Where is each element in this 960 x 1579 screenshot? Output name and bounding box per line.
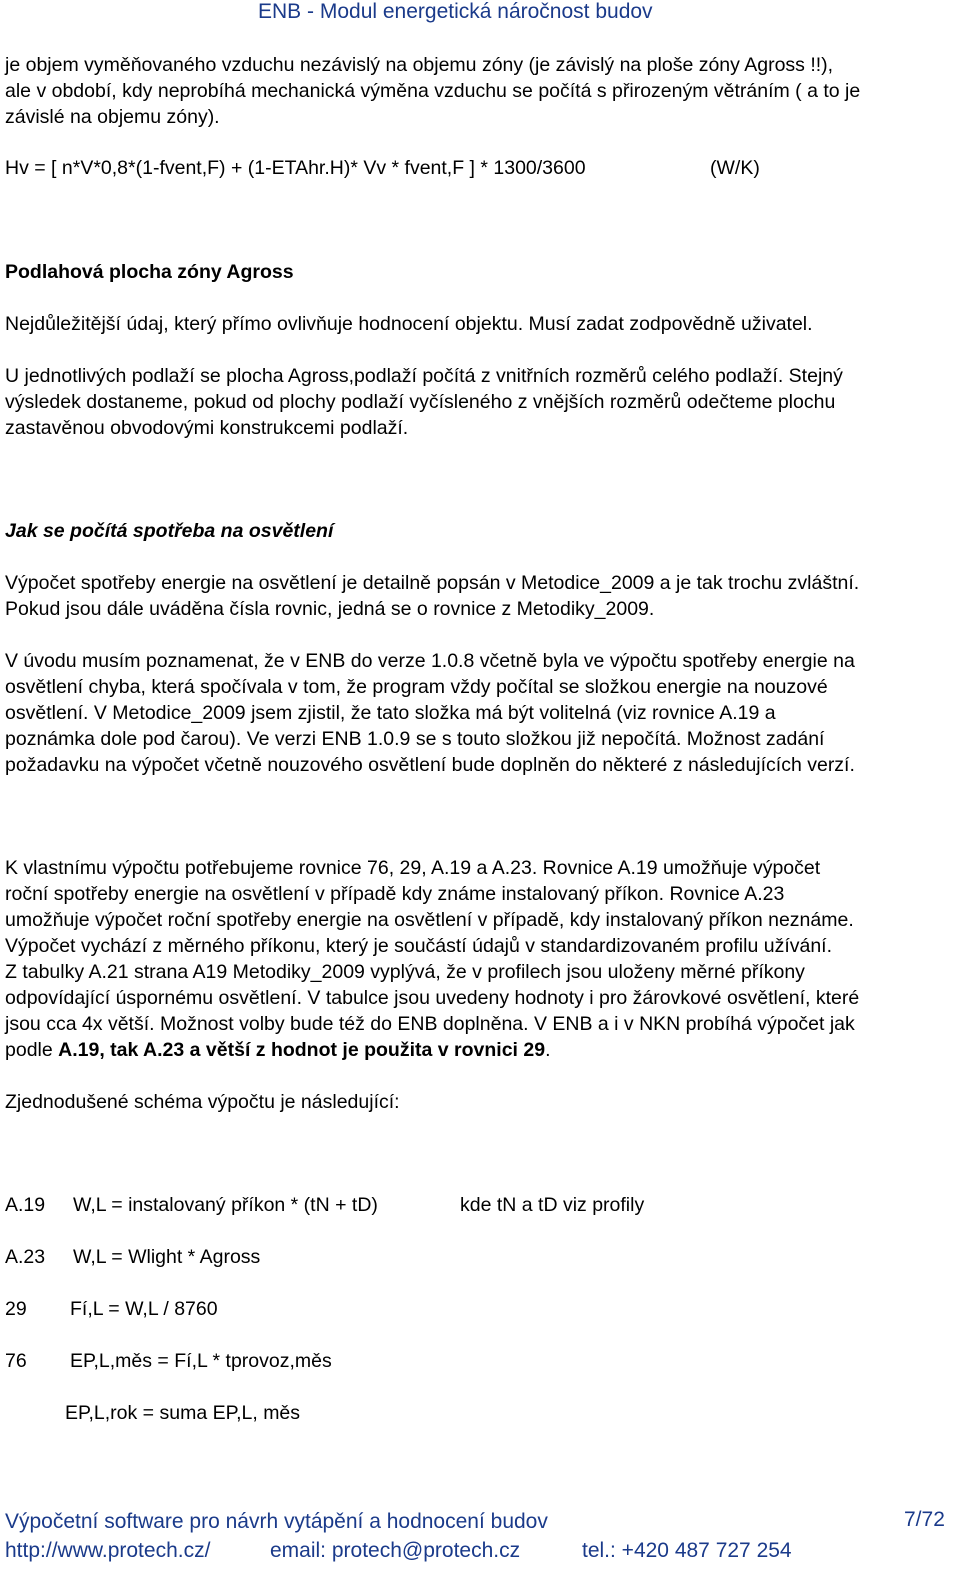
lighting-paragraph-line: Pokud jsou dále uváděna čísla rovnic, jedná se o rovnice z Metodiky_2009. xyxy=(5,598,655,620)
lighting-paragraph-line: Z tabulky A.21 strana A19 Metodiky_2009 vyplývá, že v profilech jsou uloženy měrné příkony xyxy=(5,961,805,983)
equation-formula: W,L = Wlight * Agross xyxy=(73,1246,261,1268)
text-plain: podle xyxy=(5,1039,59,1061)
equation-formula: Fí,L = W,L / 8760 xyxy=(70,1298,218,1320)
schema-intro: Zjednodušené schéma výpočtu je následující: xyxy=(5,1091,400,1113)
equation-number: 76 xyxy=(5,1350,27,1372)
text-plain: . xyxy=(545,1039,551,1061)
equation-note: kde tN a tD viz profily xyxy=(460,1194,645,1216)
lighting-paragraph-line: osvětlení. V Metodice_2009 jsem zjistil, že tato složka má být volitelná (viz rovnice A.19 a xyxy=(5,702,776,724)
floor-paragraph-line: zastavěnou obvodovými konstrukcemi podlaží. xyxy=(5,417,409,439)
equation-number: A.19 xyxy=(5,1194,46,1216)
intro-line: je objem vyměňovaného vzduchu nezávislý na objemu zóny (je závislý na ploše zóny Agross !!), xyxy=(5,54,834,76)
equation-formula: EP,L,měs = Fí,L * tprovoz,měs xyxy=(70,1350,332,1372)
page-number: 7/72 xyxy=(904,1508,945,1531)
formula-unit: (W/K) xyxy=(710,157,760,179)
equation-formula: W,L = instalovaný příkon * (tN + tD) xyxy=(73,1194,378,1216)
floor-paragraph-line: U jednotlivých podlaží se plocha Agross,podlaží počítá z vnitřních rozměrů celého podlaží. Stejný xyxy=(5,365,843,387)
floor-paragraph-line: výsledek dostaneme, pokud od plochy podlaží vyčísleného z vnějších rozměrů odečteme plochu xyxy=(5,391,836,413)
equation-number: A.23 xyxy=(5,1246,46,1268)
equation-number: 29 xyxy=(5,1298,27,1320)
footer-phone: tel.: +420 487 727 254 xyxy=(582,1539,792,1562)
lighting-paragraph-line: K vlastnímu výpočtu potřebujeme rovnice 76, 29, A.19 a A.23. Rovnice A.19 umožňuje výpočet xyxy=(5,857,821,879)
lighting-paragraph-line: roční spotřeby energie na osvětlení v případě kdy známe instalovaný příkon. Rovnice A.23 xyxy=(5,883,785,905)
final-equation: EP,L,rok = suma EP,L, měs xyxy=(65,1402,301,1424)
lighting-paragraph-line: umožňuje výpočet roční spotřeby energie na osvětlení v případě, kdy instalovaný příkon neznáme. xyxy=(5,909,854,931)
footer-title: Výpočetní software pro návrh vytápění a hodnocení budov xyxy=(5,1510,548,1533)
text-bold: A.19, tak A.23 a větší z hodnot je použita v rovnici 29 xyxy=(58,1039,546,1061)
running-header: ENB - Modul energetická náročnost budov xyxy=(258,0,653,23)
floor-paragraph: Nejdůležitější údaj, který přímo ovlivňuje hodnocení objektu. Musí zadat zodpovědně uživatel. xyxy=(5,313,813,335)
lighting-paragraph-line: Výpočet spotřeby energie na osvětlení je detailně popsán v Metodice_2009 a je tak trochu zvláštní. xyxy=(5,572,860,594)
section-heading-floor-area: Podlahová plocha zóny Agross xyxy=(5,261,294,283)
lighting-paragraph-line: požadavku na výpočet včetně nouzového osvětlení bude doplněn do některé z následujících verzí. xyxy=(5,754,855,776)
ventilation-formula: Hv = [ n*V*0,8*(1-fvent,F) + (1-ETAhr.H)* Vv * fvent,F ] * 1300/3600 xyxy=(5,157,586,179)
lighting-paragraph-line: V úvodu musím poznamenat, že v ENB do verze 1.0.8 včetně byla ve výpočtu spotřeby energie na xyxy=(5,650,855,672)
footer-website-link[interactable]: http://www.protech.cz/ xyxy=(5,1539,211,1562)
intro-line: závislé na objemu zóny). xyxy=(5,106,220,128)
footer-email[interactable]: email: protech@protech.cz xyxy=(270,1539,521,1562)
intro-line: ale v období, kdy neprobíhá mechanická výměna vzduchu se počítá s přirozeným větráním ( a to je xyxy=(5,80,861,102)
lighting-paragraph-line: poznámka dole pod čarou). Ve verzi ENB 1.0.9 se s touto složkou již nepočítá. Možnost zadání xyxy=(5,728,825,750)
lighting-paragraph-line: Výpočet vychází z měrného příkonu, který je součástí údajů v standardizovaném profilu užívání. xyxy=(5,935,833,957)
lighting-paragraph-line: odpovídající úspornému osvětlení. V tabulce jsou uvedeny hodnoty i pro žárovkové osvětlení, které xyxy=(5,987,860,1009)
lighting-paragraph-line: jsou cca 4x větší. Možnost volby bude též do ENB doplněna. V ENB a i v NKN probíhá výpočet jak xyxy=(5,1013,855,1035)
lighting-paragraph-last-line xyxy=(5,1037,550,1063)
section-heading-lighting: Jak se počítá spotřeba na osvětlení xyxy=(5,520,334,542)
lighting-paragraph-line: osvětlení chyba, která spočívala v tom, že program vždy počítal se složkou energie na nouzové xyxy=(5,676,828,698)
